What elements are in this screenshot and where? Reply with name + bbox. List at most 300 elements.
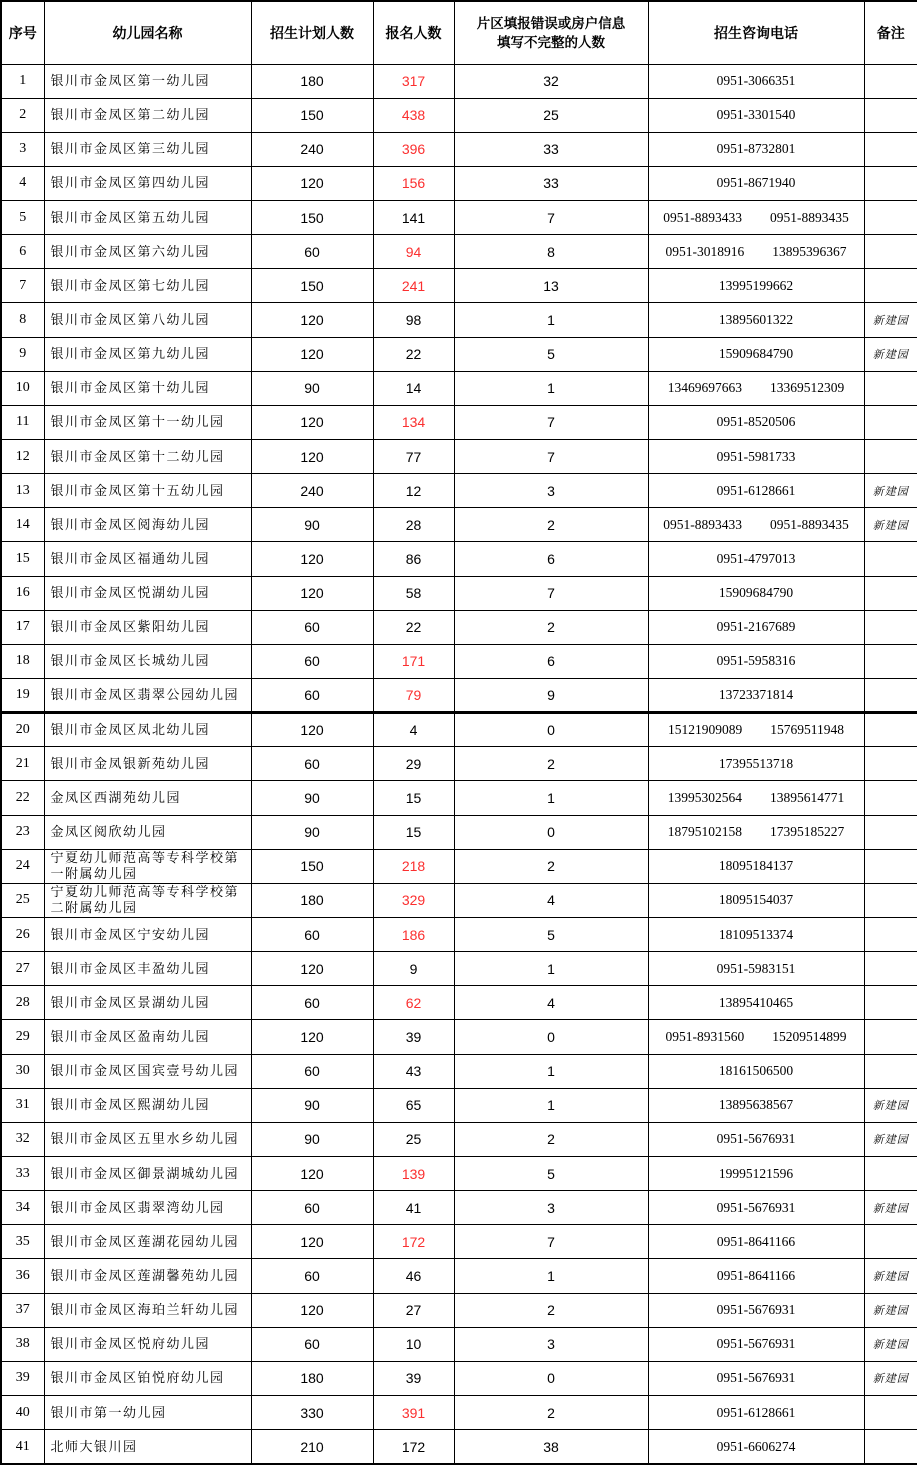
serial-number-cell: 7: [1, 269, 44, 303]
remark-cell: [864, 576, 917, 610]
remark-cell: 新建园: [864, 508, 917, 542]
remark-cell: [864, 542, 917, 576]
remark-cell: [864, 952, 917, 986]
remark-cell: [864, 883, 917, 917]
table-row: [1, 610, 917, 644]
error-count-cell: 2: [454, 747, 648, 781]
phone-number: 15209514899: [772, 1029, 847, 1044]
consult-phone-cell: [648, 1157, 864, 1191]
applicants-cell: 25: [373, 1122, 454, 1156]
consult-phone-cell: [648, 1327, 864, 1361]
table-row: [1, 166, 917, 200]
phone-number: 18161506500: [718, 1063, 794, 1079]
phone-number-group: [649, 1131, 864, 1147]
phone-number: 0951-5981733: [716, 448, 796, 464]
planned-enrollment-cell: 60: [251, 610, 373, 644]
error-count-cell: 1: [454, 1054, 648, 1088]
planned-enrollment-cell: 180: [251, 64, 373, 98]
consult-phone-cell: [648, 132, 864, 166]
remark-cell: [864, 610, 917, 644]
remark-cell: [864, 986, 917, 1020]
remark-cell: [864, 440, 917, 474]
error-count-cell: 2: [454, 610, 648, 644]
remark-cell: [864, 166, 917, 200]
table-row: [1, 440, 917, 474]
applicants-cell: 98: [373, 303, 454, 337]
phone-number-group: [649, 141, 864, 157]
serial-number-cell: 10: [1, 371, 44, 405]
phone-number: 0951-3018916: [665, 243, 745, 259]
kindergarten-name-cell: 银川市金凤区莲湖花园幼儿园: [44, 1225, 251, 1259]
planned-enrollment-cell: 60: [251, 1054, 373, 1088]
planned-enrollment-cell: 120: [251, 440, 373, 474]
table-row: [1, 1225, 917, 1259]
serial-number-cell: 16: [1, 576, 44, 610]
phone-number: 0951-8893435: [770, 209, 849, 225]
phone-number-group: [649, 824, 864, 840]
consult-phone-cell: [648, 64, 864, 98]
phone-number: 19995121596: [718, 1165, 794, 1181]
table-row: [1, 235, 917, 269]
applicants-cell: 12: [373, 474, 454, 508]
serial-number-cell: 41: [1, 1430, 44, 1464]
kindergarten-name-cell: 银川市金凤区长城幼儿园: [44, 644, 251, 678]
error-count-cell: 4: [454, 883, 648, 917]
serial-number-cell: 8: [1, 303, 44, 337]
phone-number-group: [649, 756, 864, 772]
header-error-count-line1: 片区填报错误或房户信息: [476, 15, 626, 31]
phone-number-group: [649, 312, 864, 328]
consult-phone-cell: [648, 542, 864, 576]
remark-cell: [864, 1157, 917, 1191]
kindergarten-name-cell: 银川市金凤区第九幼儿园: [44, 337, 251, 371]
phone-number-group: [649, 449, 864, 465]
phone-number: 13995199662: [718, 277, 794, 293]
kindergarten-name-cell: 银川市金凤区第五幼儿园: [44, 201, 251, 235]
kindergarten-name-cell: 银川市金凤区第十一幼儿园: [44, 405, 251, 439]
planned-enrollment-cell: 150: [251, 201, 373, 235]
table-header: [1, 1, 917, 64]
remark-cell: 新建园: [864, 474, 917, 508]
planned-enrollment-cell: 90: [251, 781, 373, 815]
remark-cell: [864, 1395, 917, 1429]
error-count-cell: 0: [454, 1020, 648, 1054]
phone-number: 0951-8893433: [663, 209, 742, 225]
kindergarten-name-cell: 宁夏幼儿师范高等专科学校第一附属幼儿园: [44, 849, 251, 883]
planned-enrollment-cell: 90: [251, 815, 373, 849]
applicants-cell: 172: [373, 1225, 454, 1259]
remark-cell: [864, 1225, 917, 1259]
planned-enrollment-cell: 120: [251, 337, 373, 371]
phone-number-group: [649, 175, 864, 191]
consult-phone-cell: [648, 1020, 864, 1054]
consult-phone-cell: [648, 644, 864, 678]
planned-enrollment-cell: 330: [251, 1395, 373, 1429]
phone-number: 0951-2167689: [716, 619, 796, 635]
remark-cell: [864, 918, 917, 952]
phone-number: 0951-5983151: [716, 960, 796, 976]
error-count-cell: 0: [454, 1361, 648, 1395]
phone-number: 13895410465: [718, 994, 794, 1010]
applicants-cell: 14: [373, 371, 454, 405]
remark-cell: 新建园: [864, 1259, 917, 1293]
table-row: [1, 883, 917, 917]
serial-number-cell: 21: [1, 747, 44, 781]
kindergarten-name-cell: 银川市金凤区第十幼儿园: [44, 371, 251, 405]
error-count-cell: 3: [454, 1191, 648, 1225]
phone-number-group: [649, 790, 864, 806]
serial-number-cell: 25: [1, 883, 44, 917]
table-row: [1, 1122, 917, 1156]
phone-number: 15909684790: [718, 346, 794, 362]
consult-phone-cell: [648, 303, 864, 337]
phone-number: 13895601322: [718, 312, 794, 328]
planned-enrollment-cell: 210: [251, 1430, 373, 1464]
consult-phone-cell: [648, 166, 864, 200]
remark-cell: 新建园: [864, 1327, 917, 1361]
table-row: [1, 371, 917, 405]
planned-enrollment-cell: 90: [251, 1088, 373, 1122]
consult-phone-cell: [648, 371, 864, 405]
error-count-cell: 5: [454, 1157, 648, 1191]
consult-phone-cell: [648, 883, 864, 917]
table-row: [1, 679, 917, 713]
remark-cell: [864, 98, 917, 132]
planned-enrollment-cell: 240: [251, 474, 373, 508]
error-count-cell: 0: [454, 713, 648, 747]
table-row: [1, 576, 917, 610]
applicants-cell: 9: [373, 952, 454, 986]
phone-number: 18095184137: [718, 858, 794, 874]
error-count-cell: 25: [454, 98, 648, 132]
table-row: [1, 747, 917, 781]
applicants-cell: 65: [373, 1088, 454, 1122]
remark-cell: 新建园: [864, 1088, 917, 1122]
kindergarten-name-cell: 银川市金凤区第七幼儿园: [44, 269, 251, 303]
planned-enrollment-cell: 180: [251, 883, 373, 917]
serial-number-cell: 26: [1, 918, 44, 952]
remark-cell: 新建园: [864, 1361, 917, 1395]
consult-phone-cell: [648, 781, 864, 815]
serial-number-cell: 3: [1, 132, 44, 166]
kindergarten-name-cell: 宁夏幼儿师范高等专科学校第二附属幼儿园: [44, 883, 251, 917]
serial-number-cell: 19: [1, 679, 44, 713]
consult-phone-cell: [648, 337, 864, 371]
applicants-cell: 94: [373, 235, 454, 269]
applicants-cell: 134: [373, 405, 454, 439]
kindergarten-name-cell: 银川市金凤区国宾壹号幼儿园: [44, 1054, 251, 1088]
table-row: [1, 781, 917, 815]
error-count-cell: 1: [454, 371, 648, 405]
error-count-cell: 1: [454, 303, 648, 337]
remark-cell: [864, 1054, 917, 1088]
consult-phone-cell: [648, 747, 864, 781]
remark-cell: [864, 235, 917, 269]
phone-number-group: [649, 517, 864, 533]
consult-phone-cell: [648, 1088, 864, 1122]
consult-phone-cell: [648, 269, 864, 303]
planned-enrollment-cell: 240: [251, 132, 373, 166]
table-row: [1, 337, 917, 371]
phone-number-group: [649, 1405, 864, 1421]
header-error-count-line2: 填写不完整的人数: [497, 34, 605, 50]
header-applicants: 报名人数: [373, 1, 454, 64]
remark-cell: [864, 849, 917, 883]
error-count-cell: 4: [454, 986, 648, 1020]
phone-number: 0951-8641166: [716, 1267, 796, 1283]
applicants-cell: 396: [373, 132, 454, 166]
phone-number-group: [649, 1302, 864, 1318]
applicants-cell: 62: [373, 986, 454, 1020]
phone-number: 18095154037: [718, 892, 794, 908]
planned-enrollment-cell: 60: [251, 918, 373, 952]
planned-enrollment-cell: 120: [251, 405, 373, 439]
applicants-cell: 46: [373, 1259, 454, 1293]
planned-enrollment-cell: 60: [251, 1259, 373, 1293]
phone-number-group: [649, 1200, 864, 1216]
kindergarten-name-cell: 银川市金凤区御景湖城幼儿园: [44, 1157, 251, 1191]
phone-number: 0951-8520506: [716, 414, 796, 430]
table-row: [1, 201, 917, 235]
phone-number: 0951-8893433: [663, 516, 742, 532]
applicants-cell: 391: [373, 1395, 454, 1429]
table-row: [1, 1361, 917, 1395]
phone-number-group: [649, 1234, 864, 1250]
applicants-cell: 28: [373, 508, 454, 542]
table-row: [1, 1430, 917, 1464]
consult-phone-cell: [648, 713, 864, 747]
error-count-cell: 8: [454, 235, 648, 269]
remark-cell: 新建园: [864, 1293, 917, 1327]
error-count-cell: 2: [454, 1122, 648, 1156]
kindergarten-name-cell: 金凤区西湖苑幼儿园: [44, 781, 251, 815]
table-row: [1, 269, 917, 303]
phone-number: 0951-8931560: [665, 1029, 745, 1044]
applicants-cell: 10: [373, 1327, 454, 1361]
table-row: [1, 303, 917, 337]
kindergarten-name-cell: 银川市金凤区翡翠公园幼儿园: [44, 679, 251, 713]
table-row: [1, 986, 917, 1020]
serial-number-cell: 2: [1, 98, 44, 132]
remark-cell: [864, 713, 917, 747]
header-serial-number: 序号: [1, 1, 44, 64]
error-count-cell: 1: [454, 1088, 648, 1122]
kindergarten-name-cell: 银川市金凤区第六幼儿园: [44, 235, 251, 269]
planned-enrollment-cell: 120: [251, 1020, 373, 1054]
table-row: [1, 474, 917, 508]
planned-enrollment-cell: 120: [251, 1157, 373, 1191]
remark-cell: [864, 815, 917, 849]
phone-number: 13895638567: [718, 1097, 794, 1113]
kindergarten-name-cell: 银川市第一幼儿园: [44, 1395, 251, 1429]
phone-number: 0951-3066351: [716, 73, 796, 89]
phone-number: 15121909089: [668, 722, 743, 738]
phone-number-group: [649, 619, 864, 635]
phone-number-group: [649, 585, 864, 601]
table-body: [1, 64, 917, 1464]
error-count-cell: 2: [454, 508, 648, 542]
applicants-cell: 156: [373, 166, 454, 200]
applicants-cell: 58: [373, 576, 454, 610]
remark-cell: [864, 644, 917, 678]
error-count-cell: 1: [454, 1259, 648, 1293]
table-row: [1, 542, 917, 576]
kindergarten-name-cell: 银川市金凤区第十五幼儿园: [44, 474, 251, 508]
kindergarten-name-cell: 银川市金凤区阅海幼儿园: [44, 508, 251, 542]
kindergarten-name-cell: 银川市金凤区第一幼儿园: [44, 64, 251, 98]
serial-number-cell: 28: [1, 986, 44, 1020]
table-row: [1, 1293, 917, 1327]
kindergarten-name-cell: 银川市金凤区莲湖馨苑幼儿园: [44, 1259, 251, 1293]
serial-number-cell: 13: [1, 474, 44, 508]
consult-phone-cell: [648, 474, 864, 508]
kindergarten-name-cell: 银川市金凤区第二幼儿园: [44, 98, 251, 132]
phone-number-group: [649, 858, 864, 874]
error-count-cell: 2: [454, 1293, 648, 1327]
serial-number-cell: 32: [1, 1122, 44, 1156]
applicants-cell: 438: [373, 98, 454, 132]
phone-number-group: [649, 927, 864, 943]
error-count-cell: 9: [454, 679, 648, 713]
serial-number-cell: 11: [1, 405, 44, 439]
phone-number: 18795102158: [667, 824, 742, 840]
header-remark: 备注: [864, 1, 917, 64]
remark-cell: 新建园: [864, 337, 917, 371]
table-row: [1, 644, 917, 678]
remark-cell: [864, 781, 917, 815]
serial-number-cell: 31: [1, 1088, 44, 1122]
table-row: [1, 815, 917, 849]
kindergarten-name-cell: 银川市金凤区五里水乡幼儿园: [44, 1122, 251, 1156]
remark-cell: [864, 1020, 917, 1054]
applicants-cell: 139: [373, 1157, 454, 1191]
error-count-cell: 0: [454, 815, 648, 849]
kindergarten-name-cell: 银川市金凤区第三幼儿园: [44, 132, 251, 166]
phone-number-group: [649, 346, 864, 362]
phone-number: 13469697663: [667, 380, 742, 396]
remark-cell: 新建园: [864, 1122, 917, 1156]
kindergarten-name-cell: 北师大银川园: [44, 1430, 251, 1464]
consult-phone-cell: [648, 610, 864, 644]
applicants-cell: 186: [373, 918, 454, 952]
table-row: [1, 132, 917, 166]
phone-number-group: [649, 414, 864, 430]
remark-cell: [864, 201, 917, 235]
kindergarten-name-cell: 银川市金凤区第八幼儿园: [44, 303, 251, 337]
error-count-cell: 33: [454, 166, 648, 200]
phone-number-group: [649, 73, 864, 89]
serial-number-cell: 35: [1, 1225, 44, 1259]
serial-number-cell: 9: [1, 337, 44, 371]
phone-number-group: [649, 1063, 864, 1079]
serial-number-cell: 23: [1, 815, 44, 849]
phone-number-group: [649, 1097, 864, 1113]
applicants-cell: 329: [373, 883, 454, 917]
consult-phone-cell: [648, 1361, 864, 1395]
table-row: [1, 508, 917, 542]
table-row: [1, 849, 917, 883]
kindergarten-name-cell: 银川市金凤区悦府幼儿园: [44, 1327, 251, 1361]
planned-enrollment-cell: 90: [251, 508, 373, 542]
error-count-cell: 6: [454, 644, 648, 678]
planned-enrollment-cell: 120: [251, 542, 373, 576]
kindergarten-name-cell: 银川市金凤区盈南幼儿园: [44, 1020, 251, 1054]
kindergarten-name-cell: 银川市金凤区翡翠湾幼儿园: [44, 1191, 251, 1225]
consult-phone-cell: [648, 440, 864, 474]
error-count-cell: 7: [454, 1225, 648, 1259]
kindergarten-name-cell: 银川市金凤区紫阳幼儿园: [44, 610, 251, 644]
table-row: [1, 1088, 917, 1122]
error-count-cell: 5: [454, 918, 648, 952]
table-row: [1, 952, 917, 986]
planned-enrollment-cell: 90: [251, 371, 373, 405]
applicants-cell: 39: [373, 1361, 454, 1395]
serial-number-cell: 4: [1, 166, 44, 200]
planned-enrollment-cell: 150: [251, 98, 373, 132]
error-count-cell: 5: [454, 337, 648, 371]
phone-number: 0951-8732801: [716, 141, 796, 157]
planned-enrollment-cell: 150: [251, 269, 373, 303]
phone-number: 0951-5676931: [716, 1302, 796, 1318]
phone-number: 13895614771: [770, 790, 845, 806]
serial-number-cell: 30: [1, 1054, 44, 1088]
serial-number-cell: 12: [1, 440, 44, 474]
phone-number: 18109513374: [718, 926, 794, 942]
error-count-cell: 3: [454, 474, 648, 508]
kindergarten-name-cell: 银川市金凤区熙湖幼儿园: [44, 1088, 251, 1122]
serial-number-cell: 38: [1, 1327, 44, 1361]
remark-cell: [864, 1430, 917, 1464]
phone-number: 0951-5676931: [716, 1131, 796, 1147]
serial-number-cell: 1: [1, 64, 44, 98]
planned-enrollment-cell: 120: [251, 166, 373, 200]
serial-number-cell: 34: [1, 1191, 44, 1225]
planned-enrollment-cell: 120: [251, 1293, 373, 1327]
kindergarten-name-cell: 银川市金凤区福通幼儿园: [44, 542, 251, 576]
applicants-cell: 22: [373, 337, 454, 371]
consult-phone-cell: [648, 1122, 864, 1156]
planned-enrollment-cell: 120: [251, 713, 373, 747]
kindergarten-name-cell: 银川市金凤区丰盈幼儿园: [44, 952, 251, 986]
error-count-cell: 2: [454, 1395, 648, 1429]
phone-number-group: [649, 1439, 864, 1455]
phone-number-group: [649, 1029, 864, 1045]
phone-number: 0951-3301540: [716, 107, 796, 123]
phone-number: 0951-8671940: [716, 175, 796, 191]
phone-number: 0951-5676931: [716, 1370, 796, 1386]
phone-number: 15909684790: [718, 585, 794, 601]
remark-cell: [864, 747, 917, 781]
applicants-cell: 39: [373, 1020, 454, 1054]
table-row: [1, 713, 917, 747]
remark-cell: [864, 405, 917, 439]
applicants-cell: 77: [373, 440, 454, 474]
error-count-cell: 2: [454, 849, 648, 883]
phone-number-group: [649, 1336, 864, 1352]
phone-number-group: [649, 380, 864, 396]
table-row: [1, 1191, 917, 1225]
applicants-cell: 141: [373, 201, 454, 235]
kindergarten-name-cell: 银川市金凤区凤北幼儿园: [44, 713, 251, 747]
phone-number-group: [649, 1268, 864, 1284]
error-count-cell: 1: [454, 781, 648, 815]
serial-number-cell: 27: [1, 952, 44, 986]
applicants-cell: 172: [373, 1430, 454, 1464]
error-count-cell: 3: [454, 1327, 648, 1361]
phone-number-group: [649, 1166, 864, 1182]
header-row: [1, 1, 917, 64]
error-count-cell: 1: [454, 952, 648, 986]
